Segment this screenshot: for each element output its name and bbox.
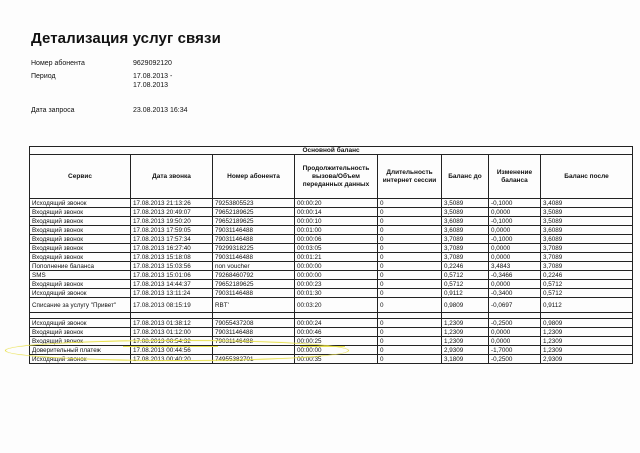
table-cell: 1,2309 <box>442 328 489 337</box>
table-row <box>30 298 633 313</box>
column-header: Изменение баланса <box>489 155 541 199</box>
table-cell: 3,7089 <box>442 253 489 262</box>
table-cell: 00:00:20 <box>295 199 378 208</box>
table-row <box>30 199 633 208</box>
table-cell: Входящий звонок <box>30 208 131 217</box>
table-cell: 17.08.2013 16:27:40 <box>131 244 213 253</box>
period-label: Период <box>31 73 56 80</box>
table-cell: 0,9809 <box>442 298 489 313</box>
table-cell: 0 <box>378 199 442 208</box>
table-cell: 17.08.2013 21:13:26 <box>131 199 213 208</box>
table-cell: 3,6089 <box>442 217 489 226</box>
table-cell: 0,9112 <box>442 289 489 298</box>
table-caption: Основной баланс <box>30 147 633 155</box>
table-cell: 2,9309 <box>442 346 489 355</box>
table-cell: 3,4089 <box>541 199 633 208</box>
request-date-value: 23.08.2013 16:34 <box>133 107 188 114</box>
table-cell: 0,2246 <box>442 262 489 271</box>
table-cell: 00:01:00 <box>295 226 378 235</box>
table-cell: 17.08.2013 00:40:20 <box>131 355 213 364</box>
table-cell: 79031146488 <box>213 253 295 262</box>
table-cell: 0,0000 <box>489 253 541 262</box>
table-cell: 0,5712 <box>541 289 633 298</box>
table-cell: 1,2309 <box>442 319 489 328</box>
table-cell: 0 <box>378 262 442 271</box>
table-cell: 00:00:35 <box>295 355 378 364</box>
table-cell: 3,6089 <box>541 226 633 235</box>
table-cell: 0 <box>378 253 442 262</box>
table-cell: 17.08.2013 20:49:07 <box>131 208 213 217</box>
column-header: Баланс до <box>442 155 489 199</box>
table-cell: 0,9112 <box>541 298 633 313</box>
table-cell: Входящий звонок <box>30 235 131 244</box>
table-cell: 0 <box>378 226 442 235</box>
table-cell: -0,2500 <box>489 319 541 328</box>
table-cell: 74955382701 <box>213 355 295 364</box>
table-cell: 0 <box>378 289 442 298</box>
table-cell: Входящий звонок <box>30 253 131 262</box>
table-row <box>30 235 633 244</box>
table-cell: 3,5089 <box>541 208 633 217</box>
table-cell: 1,2309 <box>541 337 633 346</box>
column-header: Длительность интернет сессии <box>378 155 442 199</box>
highlight-stroke <box>123 346 218 347</box>
table-cell: 1,2309 <box>541 328 633 337</box>
table-cell: 17.08.2013 17:57:34 <box>131 235 213 244</box>
column-header: Баланс после <box>541 155 633 199</box>
table-cell: 79031146488 <box>213 226 295 235</box>
table-cell: 0 <box>378 337 442 346</box>
table-cell: 1,2309 <box>541 346 633 355</box>
table-cell: 0 <box>378 355 442 364</box>
balance-table <box>29 146 633 364</box>
table-cell: 3,7089 <box>541 244 633 253</box>
table-cell: 00:00:23 <box>295 280 378 289</box>
table-cell: 00:03:20 <box>295 298 378 313</box>
table-cell: 0,0000 <box>489 280 541 289</box>
table-cell: non voucher <box>213 262 295 271</box>
table-cell: 00:00:25 <box>295 337 378 346</box>
table-cell: 0,0000 <box>489 337 541 346</box>
table-row <box>30 244 633 253</box>
table-cell: -1,7000 <box>489 346 541 355</box>
table-cell: Исходящий звонок <box>30 289 131 298</box>
column-header: Продолжительность вызова/Объем переданных данных <box>295 155 378 199</box>
table-cell: 17.08.2013 00:44:56 <box>131 346 213 355</box>
table-cell: -0,1000 <box>489 199 541 208</box>
table-cell: 0 <box>378 217 442 226</box>
table-cell: 00:03:05 <box>295 244 378 253</box>
subscriber-value: 9629092120 <box>133 60 172 67</box>
table-cell: 79253805523 <box>213 199 295 208</box>
table-cell: 00:01:21 <box>295 253 378 262</box>
column-header: Сервис <box>30 155 131 199</box>
table-cell <box>213 346 295 355</box>
table-row <box>30 289 633 298</box>
table-cell: 17.08.2013 14:44:37 <box>131 280 213 289</box>
table-cell: 79652189625 <box>213 280 295 289</box>
table-cell: 00:00:14 <box>295 208 378 217</box>
table-cell: 17.08.2013 15:03:56 <box>131 262 213 271</box>
column-header: Номер абонента <box>213 155 295 199</box>
table-cell: 0 <box>378 208 442 217</box>
table-cell: 3,4843 <box>489 262 541 271</box>
table-cell: Исходящий звонок <box>30 199 131 208</box>
table-cell: 17.08.2013 01:12:00 <box>131 328 213 337</box>
table-cell: 17.08.2013 15:01:06 <box>131 271 213 280</box>
table-cell: 0 <box>378 298 442 313</box>
table-cell: Входящий звонок <box>30 217 131 226</box>
table-row <box>30 262 633 271</box>
table-cell: 17.08.2013 01:38:12 <box>131 319 213 328</box>
table-cell: 17.08.2013 17:59:05 <box>131 226 213 235</box>
table-cell: RBT' <box>213 298 295 313</box>
table-cell: -0,3400 <box>489 289 541 298</box>
table-cell: Входящий звонок <box>30 337 131 346</box>
page-title: Детализация услуг связи <box>31 30 221 47</box>
table-cell: Исходящий звонок <box>30 355 131 364</box>
table-cell: 3,5089 <box>541 217 633 226</box>
table-cell: 00:00:00 <box>295 271 378 280</box>
table-row <box>30 280 633 289</box>
column-header: Дата звонка <box>131 155 213 199</box>
table-body <box>30 199 633 364</box>
table-row <box>30 337 633 346</box>
table-cell: -0,2500 <box>489 355 541 364</box>
table-cell: 79031146488 <box>213 337 295 346</box>
table-cell: 00:00:06 <box>295 235 378 244</box>
table-cell: 17.08.2013 00:54:32 <box>131 337 213 346</box>
table-cell: -0,0697 <box>489 298 541 313</box>
table-cell: 0 <box>378 328 442 337</box>
table-row <box>30 253 633 262</box>
table-cell: 79652189625 <box>213 208 295 217</box>
table-cell: 17.08.2013 15:18:08 <box>131 253 213 262</box>
table-cell: 17.08.2013 08:15:19 <box>131 298 213 313</box>
table-row <box>30 226 633 235</box>
table-cell: 17.08.2013 13:11:24 <box>131 289 213 298</box>
table-cell: 0,5712 <box>442 271 489 280</box>
table-cell: Входящий звонок <box>30 226 131 235</box>
table-cell: 79299318225 <box>213 244 295 253</box>
balance-table-wrap <box>29 146 632 364</box>
table-cell: 79031146488 <box>213 235 295 244</box>
table-cell: 3,7089 <box>442 244 489 253</box>
table-cell: 0,5712 <box>541 280 633 289</box>
table-cell: 3,5089 <box>442 208 489 217</box>
table-cell: 17.08.2013 19:50:20 <box>131 217 213 226</box>
table-cell: 79031146488 <box>213 328 295 337</box>
table-cell: 1,2309 <box>442 337 489 346</box>
table-cell: 00:00:10 <box>295 217 378 226</box>
request-date-label: Дата запроса <box>31 107 75 114</box>
table-cell: 3,7089 <box>442 235 489 244</box>
table-cell: 79268460792 <box>213 271 295 280</box>
table-cell: Пополнение баланса <box>30 262 131 271</box>
table-cell: 0,2246 <box>541 271 633 280</box>
table-cell: 0,0000 <box>489 328 541 337</box>
table-row <box>30 271 633 280</box>
table-cell: Входящий звонок <box>30 280 131 289</box>
table-cell: -0,1000 <box>489 235 541 244</box>
table-cell: 0 <box>378 244 442 253</box>
table-cell: 79055437208 <box>213 319 295 328</box>
table-row <box>30 319 633 328</box>
period-value: 17.08.2013 - 17.08.2013 <box>133 73 173 89</box>
table-cell: 3,7089 <box>541 262 633 271</box>
table-cell: 79031146488 <box>213 289 295 298</box>
table-cell: 0,0000 <box>489 244 541 253</box>
table-cell: SMS <box>30 271 131 280</box>
table-cell: -0,1000 <box>489 217 541 226</box>
table-cell: 0,0000 <box>489 226 541 235</box>
table-cell: 3,6089 <box>442 226 489 235</box>
table-cell: 3,5089 <box>442 199 489 208</box>
table-row <box>30 355 633 364</box>
table-cell: Списание за услугу "Привет" <box>30 298 131 313</box>
table-cell: 0 <box>378 346 442 355</box>
table-cell: 00:00:00 <box>295 262 378 271</box>
table-cell: 3,1809 <box>442 355 489 364</box>
table-cell: Исходящий звонок <box>30 319 131 328</box>
table-cell: 0 <box>378 271 442 280</box>
table-cell: 2,9309 <box>541 355 633 364</box>
table-cell: 3,6089 <box>541 235 633 244</box>
subscriber-label: Номер абонента <box>31 60 85 67</box>
table-cell: 0,0000 <box>489 208 541 217</box>
table-cell: Доверительный платеж <box>30 346 131 355</box>
table-cell: Входящий звонок <box>30 328 131 337</box>
table-row <box>30 328 633 337</box>
table-cell: 0 <box>378 319 442 328</box>
table-cell: 00:00:46 <box>295 328 378 337</box>
table-cell: -0,3466 <box>489 271 541 280</box>
table-cell: 3,7089 <box>541 253 633 262</box>
table-cell: 0,5712 <box>442 280 489 289</box>
table-cell: Входящий звонок <box>30 244 131 253</box>
highlight-stroke <box>300 346 345 347</box>
table-cell: 00:00:24 <box>295 319 378 328</box>
table-cell: 00:01:30 <box>295 289 378 298</box>
table-header-row <box>30 155 633 199</box>
table-cell: 79652189625 <box>213 217 295 226</box>
table-row <box>30 208 633 217</box>
table-cell: 0 <box>378 280 442 289</box>
table-cell: 00:00:00 <box>295 346 378 355</box>
table-cell: 0,9809 <box>541 319 633 328</box>
table-row <box>30 217 633 226</box>
table-cell: 0 <box>378 235 442 244</box>
